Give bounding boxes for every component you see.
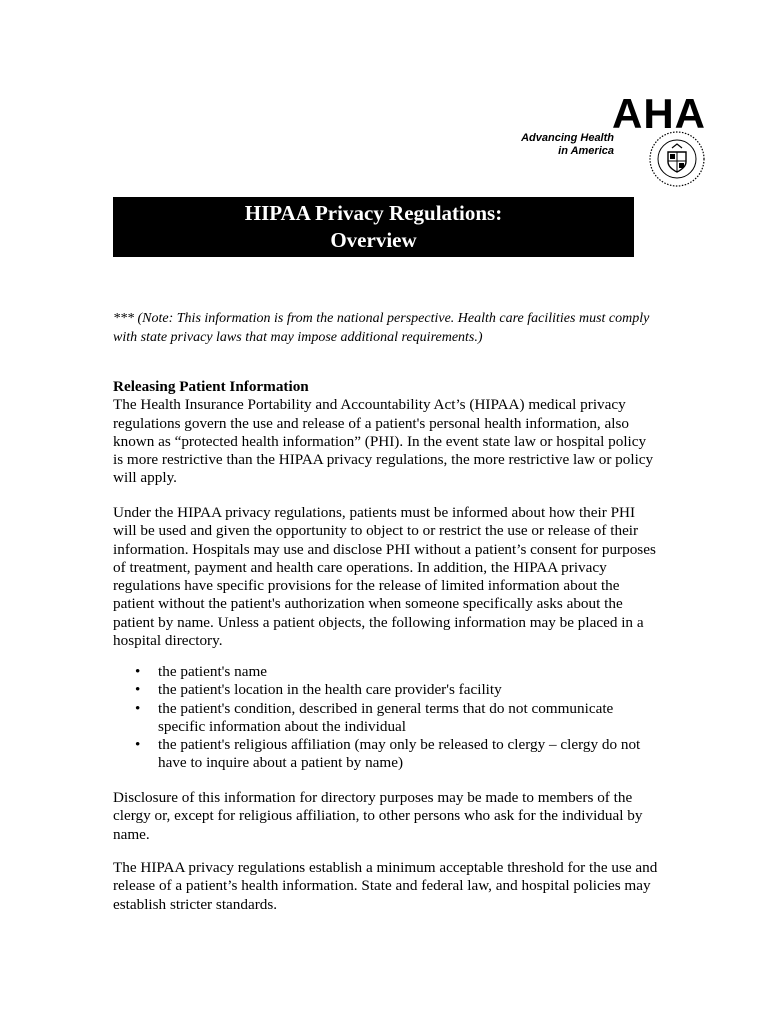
- section-heading: Releasing Patient Information: [113, 378, 309, 395]
- tagline-line-2: in America: [558, 145, 614, 157]
- state-law-note: *** (Note: This information is from the national perspective. Health care facilities must comply with state privacy laws that may impose additional requirements.): [113, 311, 650, 345]
- association-seal-icon: [648, 130, 706, 188]
- aha-logo: [506, 92, 706, 192]
- paragraph-2: Under the HIPAA privacy regulations, patients must be informed about how their PHI will be used and given the opportunity to object to or restrict the use or release of their information. Hospitals may use and disclose PHI without a patient’s consent for purposes of treatment, payment and health care operations. In addition, the HIPAA privacy regulations have specific provisions for the release of limited information about the patient without the patient's authorization when someone specifically asks about the patient by name. Unless a patient objects, the following information may be placed in a hospital directory.: [113, 504, 656, 650]
- list-item: • the patient's location in the health care provider's facility: [135, 681, 502, 699]
- paragraph-3: Disclosure of this information for directory purposes may be made to members of the clergy or, except for religious affiliation, to other persons who ask for the individual by name.: [113, 789, 643, 843]
- tagline-line-1: Advancing Health: [521, 132, 614, 144]
- section-releasing-info: [113, 378, 658, 488]
- paragraph-1: The Health Insurance Portability and Accountability Act’s (HIPAA) medical privacy regulations govern the use and release of a patient's personal health information, also known as “protected health information” (PHI). In the event state law or hospital policy is more restrictive than the HIPAA privacy regulations, the more restrictive law or policy will apply.: [113, 396, 654, 487]
- list-item: • the patient's name: [135, 663, 268, 680]
- list-item: • the patient's condition, described in general terms that do not communicate specific information about the individual: [135, 699, 614, 735]
- logo-tagline: [506, 132, 614, 158]
- list-item: • the patient's religious affiliation (may only be released to clergy – clergy do not have to inquire about a patient by name): [135, 736, 641, 772]
- directory-info-list: [113, 663, 658, 773]
- title-banner: [113, 197, 634, 257]
- logo-acronym: AHA: [612, 90, 706, 137]
- title-line-1: HIPAA Privacy Regulations:: [244, 201, 503, 225]
- paragraph-4: The HIPAA privacy regulations establish a minimum acceptable threshold for the use and release of a patient’s health information. State and federal law, and hospital policies may establish stricter standards.: [113, 859, 658, 913]
- title-line-2: Overview: [330, 228, 417, 252]
